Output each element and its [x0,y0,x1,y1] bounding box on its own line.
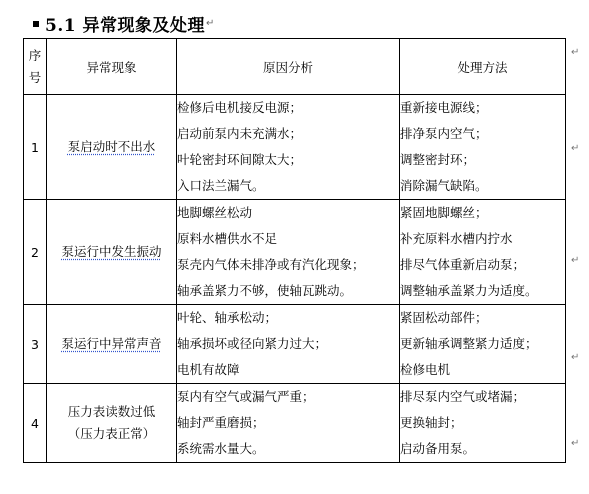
section-heading [33,10,215,36]
cause-line: 原料水槽供水不足 [177,231,278,246]
row-end-mark-icon: ↵ [571,255,580,266]
cause-line: 检修后电机接反电源； [177,100,303,115]
table-header-row [24,39,566,95]
fix-line: 调整密封环； [400,152,476,167]
cause-cell [177,384,400,463]
list-bullet-icon [33,21,39,27]
cause-line: 轴承损坏或径向紧力过大； [177,336,328,351]
fix-cell [400,384,566,463]
cause-line: 泵壳内气体未排净或有汽化现象； [177,257,365,272]
fix-line: 更新轴承调整紧力适度； [400,336,538,351]
symptom-cell [47,200,177,305]
row-end-mark-icon: ↵ [571,143,580,154]
fix-cell [400,200,566,305]
row-number: 1 [24,95,47,200]
fix-line: 检修电机 [400,362,451,377]
table-row [24,200,566,305]
cause-line: 泵内有空气或漏气严重； [177,389,315,404]
symptom-cell [47,384,177,463]
table-row [24,305,566,384]
header-serial-part: 序 [28,47,42,63]
symptom-cell [47,305,177,384]
header-fix: 处理方法 [400,39,566,95]
cause-line: 轴承盖紧力不够，使轴瓦跳动。 [177,283,353,298]
fix-line: 消除漏气缺陷。 [400,178,488,193]
symptom-note: （压力表正常） [67,426,156,441]
row-number: 2 [24,200,47,305]
symptom-text: 泵启动时不出水 [67,139,156,154]
cause-line: 轴封严重磨损； [177,415,265,430]
fix-line: 补充原料水槽内拧水 [400,231,513,246]
cause-line: 叶轮、轴承松动； [177,310,278,325]
symptom-cell [47,95,177,200]
header-symptom: 异常现象 [47,39,177,95]
cause-line: 系统需水量大。 [177,441,265,456]
row-end-mark-icon: ↵ [571,438,580,449]
cause-cell [177,95,400,200]
row-end-mark-icon: ↵ [571,352,580,363]
fix-line: 紧固地脚螺丝； [400,205,488,220]
fix-line: 启动备用泵。 [400,441,476,456]
table-row [24,95,566,200]
fix-line: 排尽气体重新启动泵； [400,257,526,272]
header-cause: 原因分析 [177,39,400,95]
fix-line: 排尽泵内空气或堵漏； [400,389,526,404]
cause-line: 入口法兰漏气。 [177,178,265,193]
fix-line: 重新接电源线； [400,100,488,115]
fix-line: 更换轴封； [400,415,463,430]
table-row [24,384,566,463]
cause-line: 叶轮密封环间隙太大； [177,152,303,167]
cause-cell [177,200,400,305]
fault-handling-table [23,38,566,463]
fix-line: 调整轴承盖紧力为适度。 [400,283,538,298]
cause-line: 电机有故障 [177,362,240,377]
row-number: 4 [24,384,47,463]
cause-cell [177,305,400,384]
row-number: 3 [24,305,47,384]
cause-line: 地脚螺丝松动 [177,205,253,220]
fix-cell [400,305,566,384]
fix-cell [400,95,566,200]
header-serial-number [24,39,47,95]
row-end-mark-icon: ↵ [571,47,580,58]
fix-line: 紧固松动部件； [400,310,488,325]
symptom-text: 泵运行中发生振动 [61,244,162,259]
symptom-text: 压力表读数过低 [67,404,156,419]
cause-line: 启动前泵内未充满水； [177,126,303,141]
fix-line: 排净泵内空气； [400,126,488,141]
header-serial-part: 号 [28,69,42,85]
paragraph-mark-icon: ↵ [206,17,215,29]
symptom-text: 泵运行中异常声音 [61,336,162,351]
section-title: 5.1 异常现象及处理 [45,15,205,36]
